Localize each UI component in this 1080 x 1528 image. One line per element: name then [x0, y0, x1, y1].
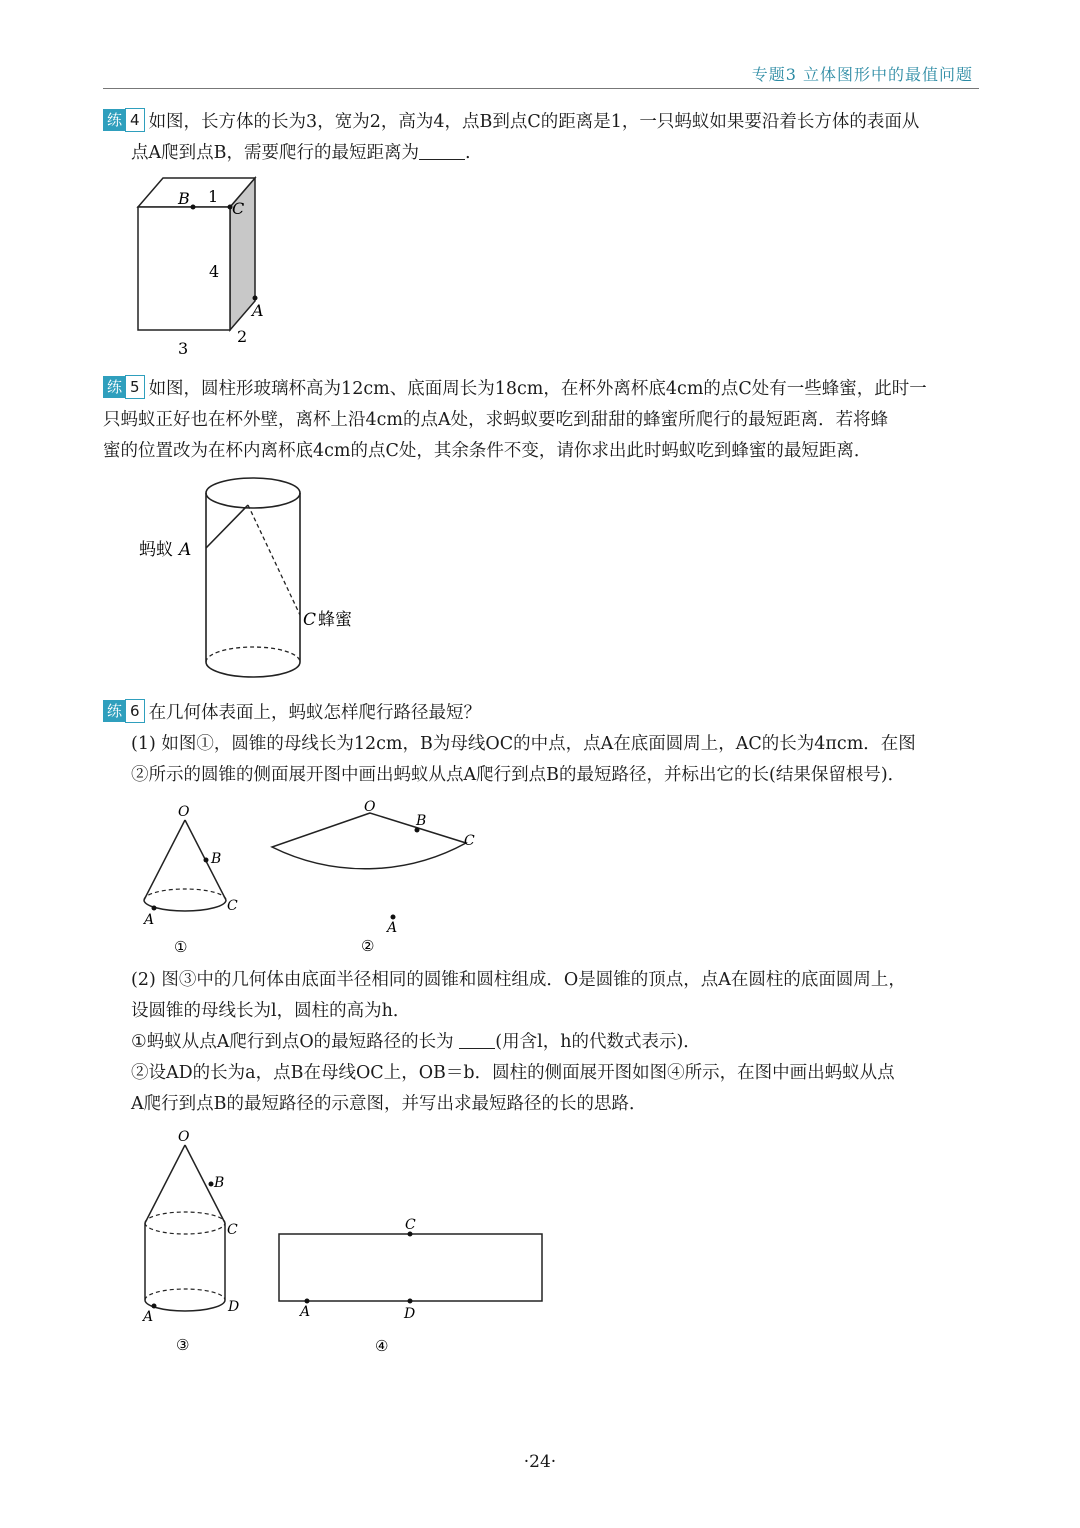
- cylinder-bottom-back: [145, 1289, 225, 1300]
- path-dashed: [248, 505, 300, 615]
- page-header: [103, 58, 979, 89]
- label-a: A: [252, 301, 264, 320]
- label-c: C: [405, 1217, 416, 1233]
- exercise-tag: 练: [103, 376, 125, 398]
- exercise-6-line1: 在几何体表面上，蚂蚁怎样爬行路径最短？: [148, 703, 482, 723]
- cylinder-bottom-front: [206, 662, 300, 677]
- sector-shape: [272, 813, 466, 869]
- label-ant: 蚂蚁: [139, 540, 173, 560]
- point-b: [191, 205, 196, 210]
- exercise-number: 5: [125, 375, 145, 399]
- exercise-4-line2a: 点A爬到点B，需要爬行的最短距离为: [131, 143, 419, 163]
- exercise-6-part2-line3a: ①蚂蚁从点A爬行到点O的最短路径的长为: [131, 1032, 454, 1052]
- label-d: D: [404, 1306, 416, 1322]
- label-a: A: [179, 540, 192, 560]
- figure-label-3: ③: [176, 1336, 190, 1354]
- label-o: O: [178, 804, 190, 820]
- path-solid: [206, 505, 248, 548]
- label-3: 3: [178, 339, 189, 358]
- label-b: B: [416, 813, 427, 829]
- label-1: 1: [208, 187, 219, 206]
- exercise-4-line1: 如图，长方体的长为3，宽为2，高为4，点B到点C的距离是1，一只蚂蚁如果要沿着长方体的表面从: [148, 112, 920, 132]
- header-title: 专题3 立体图形中的最值问题: [751, 65, 973, 84]
- exercise-5-line2: 只蚂蚁正好也在杯外壁，离杯上沿4cm的点A处，求蚂蚁要吃到甜甜的蜂蜜所爬行的最短距离．若将蜂: [103, 410, 889, 430]
- exercise-6-part1-line1: (1) 如图①，圆锥的母线长为12cm，B为母线OC的中点，点A在底面圆周上，AC的长为4πcm．在图: [131, 734, 916, 754]
- exercise-tag: 练: [103, 700, 125, 722]
- point-a: [253, 296, 258, 301]
- exercise-5-text: [103, 374, 983, 467]
- label-a: A: [300, 1304, 311, 1320]
- point-d: [408, 1299, 413, 1304]
- cuboid-figure: [125, 170, 285, 365]
- label-b: B: [211, 851, 222, 867]
- point-b: [204, 858, 209, 863]
- label-a: A: [143, 1309, 154, 1325]
- exercise-6-part2-line5: A爬行到点B的最短路径的示意图，并写出求最短路径的长的思路．: [131, 1094, 647, 1114]
- exercise-6-part1-line2: ②所示的圆锥的侧面展开图中画出蚂蚁从点A爬行到点B的最短路径，并标出它的长(结果保留根号)．: [131, 765, 906, 785]
- label-c: C: [227, 1222, 238, 1238]
- point-a: [391, 915, 396, 920]
- figure-label-4: ④: [375, 1337, 389, 1355]
- exercise-4-line2b: .: [465, 143, 471, 163]
- cylinder-lateral-unfolding: [279, 1234, 542, 1301]
- cone-cylinder-figure-3: [130, 1125, 260, 1360]
- sector-figure-2: [260, 795, 490, 960]
- label-c: C: [227, 898, 238, 914]
- cone-figure-1: [130, 800, 250, 960]
- label-b: B: [214, 1175, 225, 1191]
- label-4: 4: [209, 262, 220, 281]
- label-honey: 蜂蜜: [318, 610, 352, 630]
- answer-blank: [419, 141, 465, 160]
- exercise-6-part2-line2: 设圆锥的母线长为l，圆柱的高为h．: [131, 1001, 411, 1021]
- cylinder-top-rim: [206, 478, 300, 508]
- point-a: [152, 906, 157, 911]
- label-b: B: [178, 189, 190, 208]
- exercise-4-text: [103, 107, 983, 169]
- point-a: [152, 1304, 157, 1309]
- answer-blank: [459, 1030, 495, 1049]
- exercise-6-part2-line4: ②设AD的长为a，点B在母线OC上，OB＝b．圆柱的侧面展开图如图④所示，在图中画出蚂蚁从点: [131, 1063, 895, 1083]
- rectangle-figure-4: [270, 1210, 555, 1360]
- label-c: C: [303, 610, 317, 630]
- exercise-tag: 练: [103, 109, 125, 131]
- label-c: C: [232, 199, 245, 218]
- exercise-number: 6: [125, 699, 145, 723]
- label-2: 2: [237, 327, 248, 346]
- exercise-6-part2-line3b: (用含l，h的代数式表示)．: [495, 1032, 701, 1052]
- cone-left-edge: [145, 1145, 185, 1223]
- exercise-6-part2-line1: (2) 图③中的几何体由底面半径相同的圆锥和圆柱组成．O是圆锥的顶点，点A在圆柱的底面圆周上，: [131, 970, 906, 990]
- figure-label-1: ①: [174, 938, 188, 956]
- point-b: [209, 1182, 214, 1187]
- page-number: ·24·: [523, 1452, 557, 1472]
- label-c: C: [464, 833, 475, 849]
- cylinder-bottom-front: [145, 1300, 225, 1311]
- cylinder-glass-figure: [135, 470, 375, 685]
- exercise-5-line1: 如图，圆柱形玻璃杯高为12cm、底面周长为18cm，在杯外离杯底4cm的点C处有一些蜂蜜，此时一: [148, 379, 927, 399]
- figure-label-2: ②: [361, 937, 375, 955]
- exercise-6-text: [103, 698, 983, 791]
- label-o: O: [364, 799, 376, 815]
- exercise-6-part2-text: [103, 965, 983, 1120]
- label-a: A: [144, 912, 155, 928]
- cone-base-back: [144, 889, 226, 900]
- exercise-number: 4: [125, 108, 145, 132]
- label-a: A: [387, 920, 398, 936]
- cone-left-edge: [144, 820, 185, 900]
- label-d: D: [228, 1299, 240, 1315]
- exercise-5-line3: 蜜的位置改为在杯内离杯底4cm的点C处，其余条件不变，请你求出此时蚂蚁吃到蜂蜜的最短距离．: [103, 441, 872, 461]
- label-o: O: [178, 1129, 190, 1145]
- cylinder-top-front: [145, 1223, 225, 1234]
- point-a: [305, 1299, 310, 1304]
- cylinder-bottom-back: [206, 647, 300, 662]
- cone-base-front: [144, 900, 226, 911]
- cylinder-top-back: [145, 1212, 225, 1223]
